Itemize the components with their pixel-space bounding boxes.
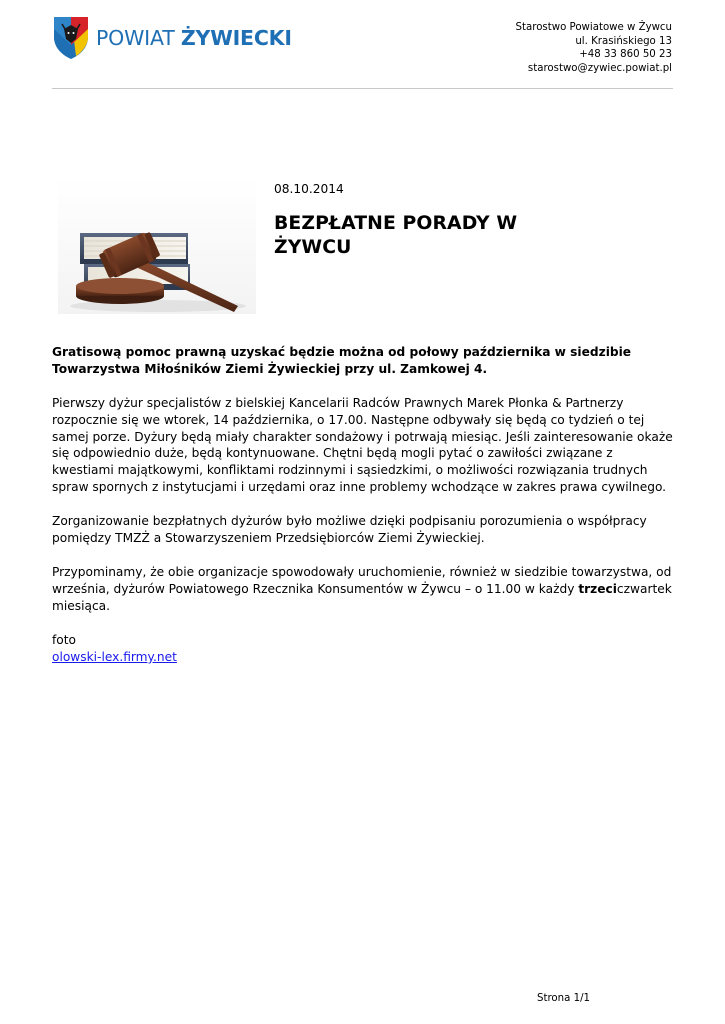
contact-office-name: Starostwo Powiatowe w Żywcu [515,22,672,33]
paragraph-3-text-after: czwartek miesiąca. [52,581,672,613]
paragraph-3-text-before: Przypominamy, że obie organizacje spowodowały uruchomienie, również w siedzibie towarzystwa, od września, dyżurów Powiatowego Rzecznika Konsumentów w Żywcu – o 11.00 w każdy [52,564,672,596]
page-header [0,0,725,90]
paragraph-3-bold-text: trzeci [578,581,617,596]
article-paragraph-3 [52,564,677,615]
judge-gavel-icon [58,178,256,314]
header-divider [52,88,673,89]
article-photo [58,178,256,314]
photo-credit [52,632,177,666]
article-date: 08.10.2014 [274,182,344,196]
contact-address: ul. Krasińskiego 13 [575,35,672,47]
logo-text [96,26,292,50]
photo-credit-label: foto [52,633,76,647]
contact-email: starostwo@zywiec.powiat.pl [527,62,672,74]
coat-of-arms-icon [52,15,90,61]
logo-text-bold: ŻYWIECKI [180,26,292,50]
article-lead: Gratisową pomoc prawną uzyskać będzie można od połowy października w siedzibie Towarzystwa Miłośników Ziemi Żywieckiej przy ul. Zamkowej 4. [52,345,632,376]
page-number: Strona 1/1 [537,993,590,1004]
contact-phone: +48 33 860 50 23 [579,49,672,60]
contact-block [516,21,672,75]
article-paragraph-2: Zorganizowanie bezpłatnych dyżurów było możliwe dzięki podpisaniu porozumienia o współpracy pomiędzy TMZŻ a Stowarzyszeniem Przedsiębiorców Ziemi Żywieckiej. [52,514,647,545]
article-body [52,344,677,631]
logo-text-regular: POWIAT [96,26,181,50]
article-title: BEZPŁATNE PORADY W ŻYWCU [274,213,518,258]
photo-source-link[interactable]: olowski-lex.firmy.net [52,650,177,664]
powiat-logo[interactable] [52,15,292,61]
article-paragraph-1: Pierwszy dyżur specjalistów z bielskiej Kancelarii Radców Prawnych Marek Płonka & Partnerzy rozpocznie się we wtorek, 14 października, o 17.00. Następne odbywały się będą co tydzień o tej samej porze. Dyżury będą miały charakter sondażowy i potrwają miesiąc. Jeśli zainteresowanie okaże się odpowiednio duże, będą kontynuowane. Chętni będą mogli pytać o zawiłości związane z kwestiami majątkowymi, konfliktami rodzinnymi i sąsiedzkimi, o możliwości rozwiązania trudnych spraw spornych z instytucjami i urzędami oraz inne problemy wchodzące w zakres prawa cywilnego. [52,395,673,495]
